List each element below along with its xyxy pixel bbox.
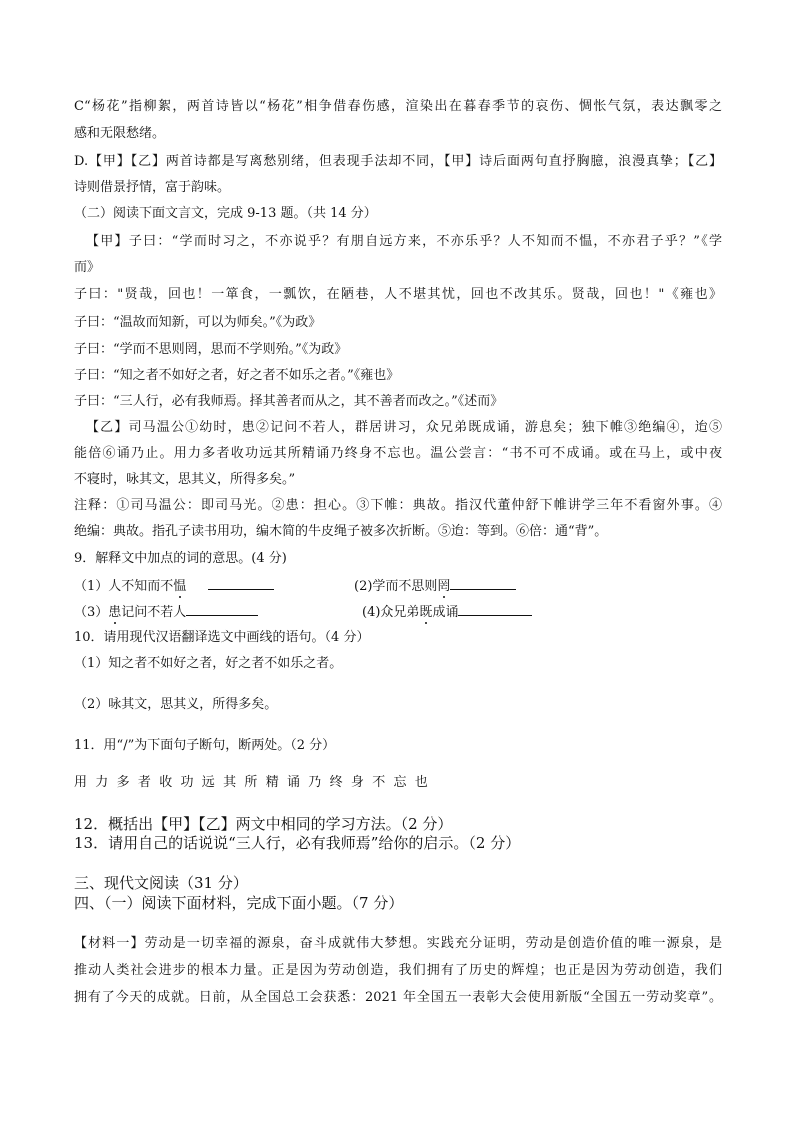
q9-item-4-dotted-word: 既 [419,605,433,620]
q9-title: 9．解释文中加点的词的意思。(4 分) [74,551,287,566]
q9-item-3-text: 记问不若人 [121,605,187,620]
passage-jia-line-1: 【甲】子曰：“学而时习之，不亦说乎？有朋自远方来，不亦乐乎？人不知而不愠，不亦君子乎？”《学 [86,234,722,249]
q9-item-1-text: （1）人不知而不 [74,579,174,594]
option-d-line-2: 诗则借景抒情，富于韵味。 [74,180,231,195]
q9-item-4-answer-blank[interactable] [458,602,532,616]
q9-item-3-dotted-word: 患 [108,605,122,620]
q9-item-4-prefix: (4)众兄弟 [362,605,420,620]
q10-sentence-2: （2）咏其文，思其义，所得多矣。 [74,697,278,712]
q9-item-2-text: (2)学而不思则 [354,579,438,594]
passage-jia-line-5: 子曰：“学而不思则罔，思而不学则殆。”《为政》 [74,342,348,357]
q9-item-3-answer-blank[interactable] [186,602,258,616]
passage-yi-line-3: 不寝时，咏其文，思其义，所得多矣。” [74,472,296,487]
passage-jia-line-3: 子曰："贤哉，回也！一箪食，一瓢饮，在陋巷，人不堪其忧，回也不改其乐。贤哉，回也！"《雍也》 [74,287,722,302]
part-3-heading: 三、现代文阅读（31 分） [74,874,248,892]
q9-item-3 [74,602,258,621]
option-d-line-1: D.【甲】【乙】两首诗都是写离愁别绪，但表现手法却不同，【甲】诗后面两句直抒胸臆，浪漫真挚；【乙】 [74,154,722,169]
q9-item-4-text: 成诵 [432,605,459,620]
option-c-line-1: C“杨花”指柳絮，两首诗皆以“杨花”相争借春伤感，渲染出在暮春季节的哀伤、惆怅气氛，表达飘零之 [74,99,722,114]
material-1-line-1: 【材料一】劳动是一切幸福的源泉，奋斗成就伟大梦想。实践充分证明，劳动是创造价值的唯一源泉，是 [74,936,722,951]
q13-title: 13．请用自己的话说说“三人行，必有我师焉”给你的启示。（2 分） [74,834,521,852]
q9-item-2-answer-blank[interactable] [450,576,516,590]
passage-yi-line-1: 【乙】司马温公①幼时，患②记问不若人，群居讲习，众兄弟既成诵，游息矣；独下帷③绝编④，迨⑤ [86,420,722,435]
option-c-line-2: 感和无限愁绪。 [74,126,166,141]
passage-jia-line-4: 子曰：“温故而知新，可以为师矣。”《为政》 [74,315,322,330]
q9-item-2 [354,576,516,595]
part-3-subheading: 四、（一）阅读下面材料，完成下面小题。（7 分） [74,894,404,912]
q10-sentence-1: （1）知之者不如好之者，好之者不如乐之者。 [74,656,343,671]
notes-line-2: 绝编：典故。指孔子读书用功，编木简的牛皮绳子被多次折断。⑤迨：等到。⑥倍：通“背”。 [74,524,608,539]
passage-jia-line-6: 子曰：“知之者不如好之者，好之者不如乐之者。”《雍也》 [74,368,400,383]
material-1-line-2: 推动人类社会进步的根本力量。正是因为劳动创造，我们拥有了历史的辉煌；也正是因为劳动创造，我们 [74,963,722,978]
q12-title: 12．概括出【甲】【乙】两文中相同的学习方法。（2 分） [74,815,453,833]
passage-jia-line-7: 子曰：“三人行，必有我师焉。择其善者而从之，其不善者而改之。”《述而》 [74,394,504,409]
notes-line-1: 注释：①司马温公：即司马光。②患：担心。③下帷：典故。指汉代董仲舒下帷讲学三年不看窗外事。④ [74,498,722,513]
q9-item-1-dotted-word: 愠 [173,579,187,594]
passage-yi-line-2: 能倍⑥诵乃止。用力多者收功远其所精诵乃终身不忘也。温公尝言：“书不可不成诵。或在马上，或中夜 [74,446,722,461]
q10-title: 10．请用现代汉语翻译选文中画线的语句。（4 分） [74,630,370,645]
q9-item-3-prefix: （3） [74,605,109,620]
q9-item-2-dotted-word: 罔 [437,579,451,594]
passage-jia-line-2: 而》 [74,260,101,275]
q9-item-4 [362,602,532,621]
section-2-heading: （二）阅读下面文言文，完成 9-13 题。（共 14 分） [74,206,377,221]
q11-title: 11．用“/”为下面句子断句，断两处。（2 分） [74,738,336,753]
q11-sentence: 用力多者收功远其所精诵乃终身不忘也 [74,775,437,790]
q9-item-1 [74,576,274,595]
q9-item-1-answer-blank[interactable] [208,576,274,590]
material-1-line-3: 拥有了今天的成就。日前，从全国总工会获悉：2021 年全国五一表彰大会使用新版“全国五一劳动奖章”。 [74,990,722,1005]
